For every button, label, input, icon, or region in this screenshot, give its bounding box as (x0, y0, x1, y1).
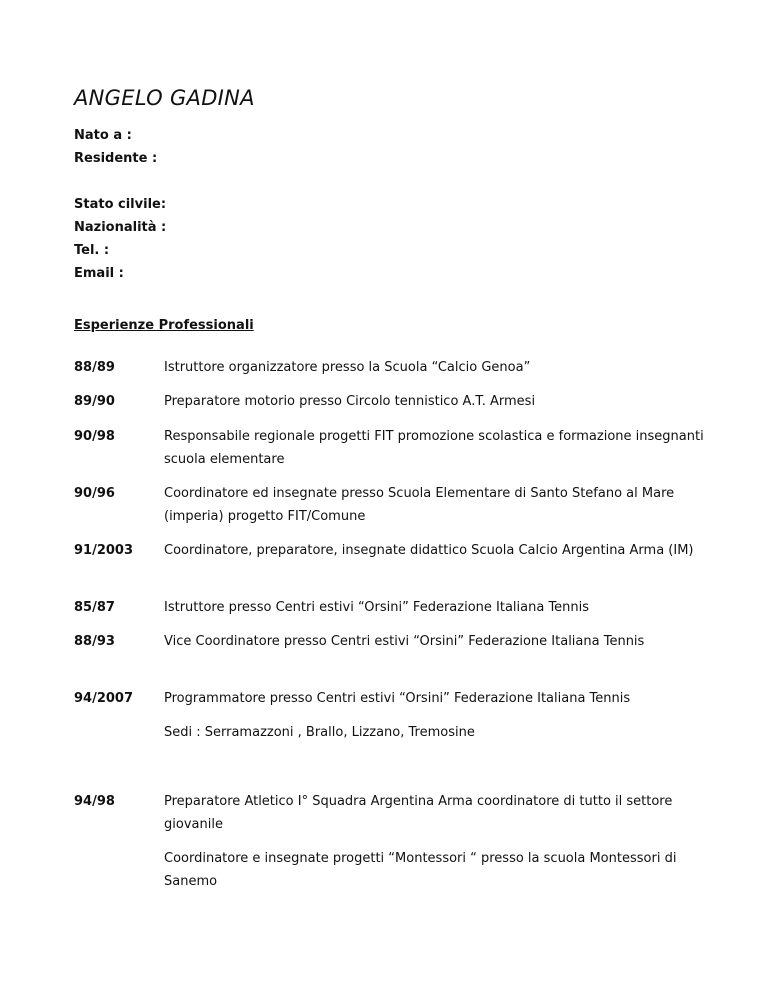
experience-description: Coordinatore e insegnate progetti “Montessori “ presso la scuola Montessori di Sanemo (164, 851, 677, 889)
experience-year: 88/93 (74, 634, 115, 649)
experience-year: 94/2007 (74, 691, 134, 706)
experience-year: 85/87 (74, 600, 115, 615)
born-label: Nato a : (74, 128, 132, 143)
experience-description: Istruttore presso Centri estivi “Orsini” Federazione Italiana Tennis (164, 600, 590, 615)
experience-year: 90/98 (74, 429, 115, 444)
nationality-label: Nazionalità : (74, 220, 167, 235)
experience-description: Coordinatore, preparatore, insegnate didattico Scuola Calcio Argentina Arma (IM) (164, 543, 694, 558)
experience-description: Programmatore presso Centri estivi “Orsini” Federazione Italiana Tennis (164, 691, 631, 706)
experience-description: Responsabile regionale progetti FIT promozione scolastica e formazione insegnanti scuola elementare (164, 429, 704, 467)
experience-year: 89/90 (74, 394, 115, 409)
resident-label: Residente : (74, 151, 158, 166)
experience-description: Sedi : Serramazzoni , Brallo, Lizzano, Tremosine (164, 725, 475, 740)
experience-year: 90/96 (74, 486, 115, 501)
experience-description: Preparatore Atletico I° Squadra Argentina Arma coordinatore di tutto il settore giovanile (164, 794, 673, 832)
marital-status-label: Stato cilvile: (74, 197, 167, 212)
email-label: Email : (74, 266, 124, 281)
cv-name: ANGELO GADINA (74, 86, 255, 110)
experience-section-title: Esperienze Professionali (74, 318, 254, 333)
experience-description: Istruttore organizzatore presso la Scuola “Calcio Genoa” (164, 360, 531, 375)
experience-description: Preparatore motorio presso Circolo tennistico A.T. Armesi (164, 394, 536, 409)
experience-year: 88/89 (74, 360, 115, 375)
experience-year: 91/2003 (74, 543, 134, 558)
experience-year: 94/98 (74, 794, 115, 809)
phone-label: Tel. : (74, 243, 110, 258)
experience-description: Vice Coordinatore presso Centri estivi “Orsini” Federazione Italiana Tennis (164, 634, 645, 649)
experience-description: Coordinatore ed insegnate presso Scuola Elementare di Santo Stefano al Mare (imperia) progetto FIT/Comune (164, 486, 675, 524)
